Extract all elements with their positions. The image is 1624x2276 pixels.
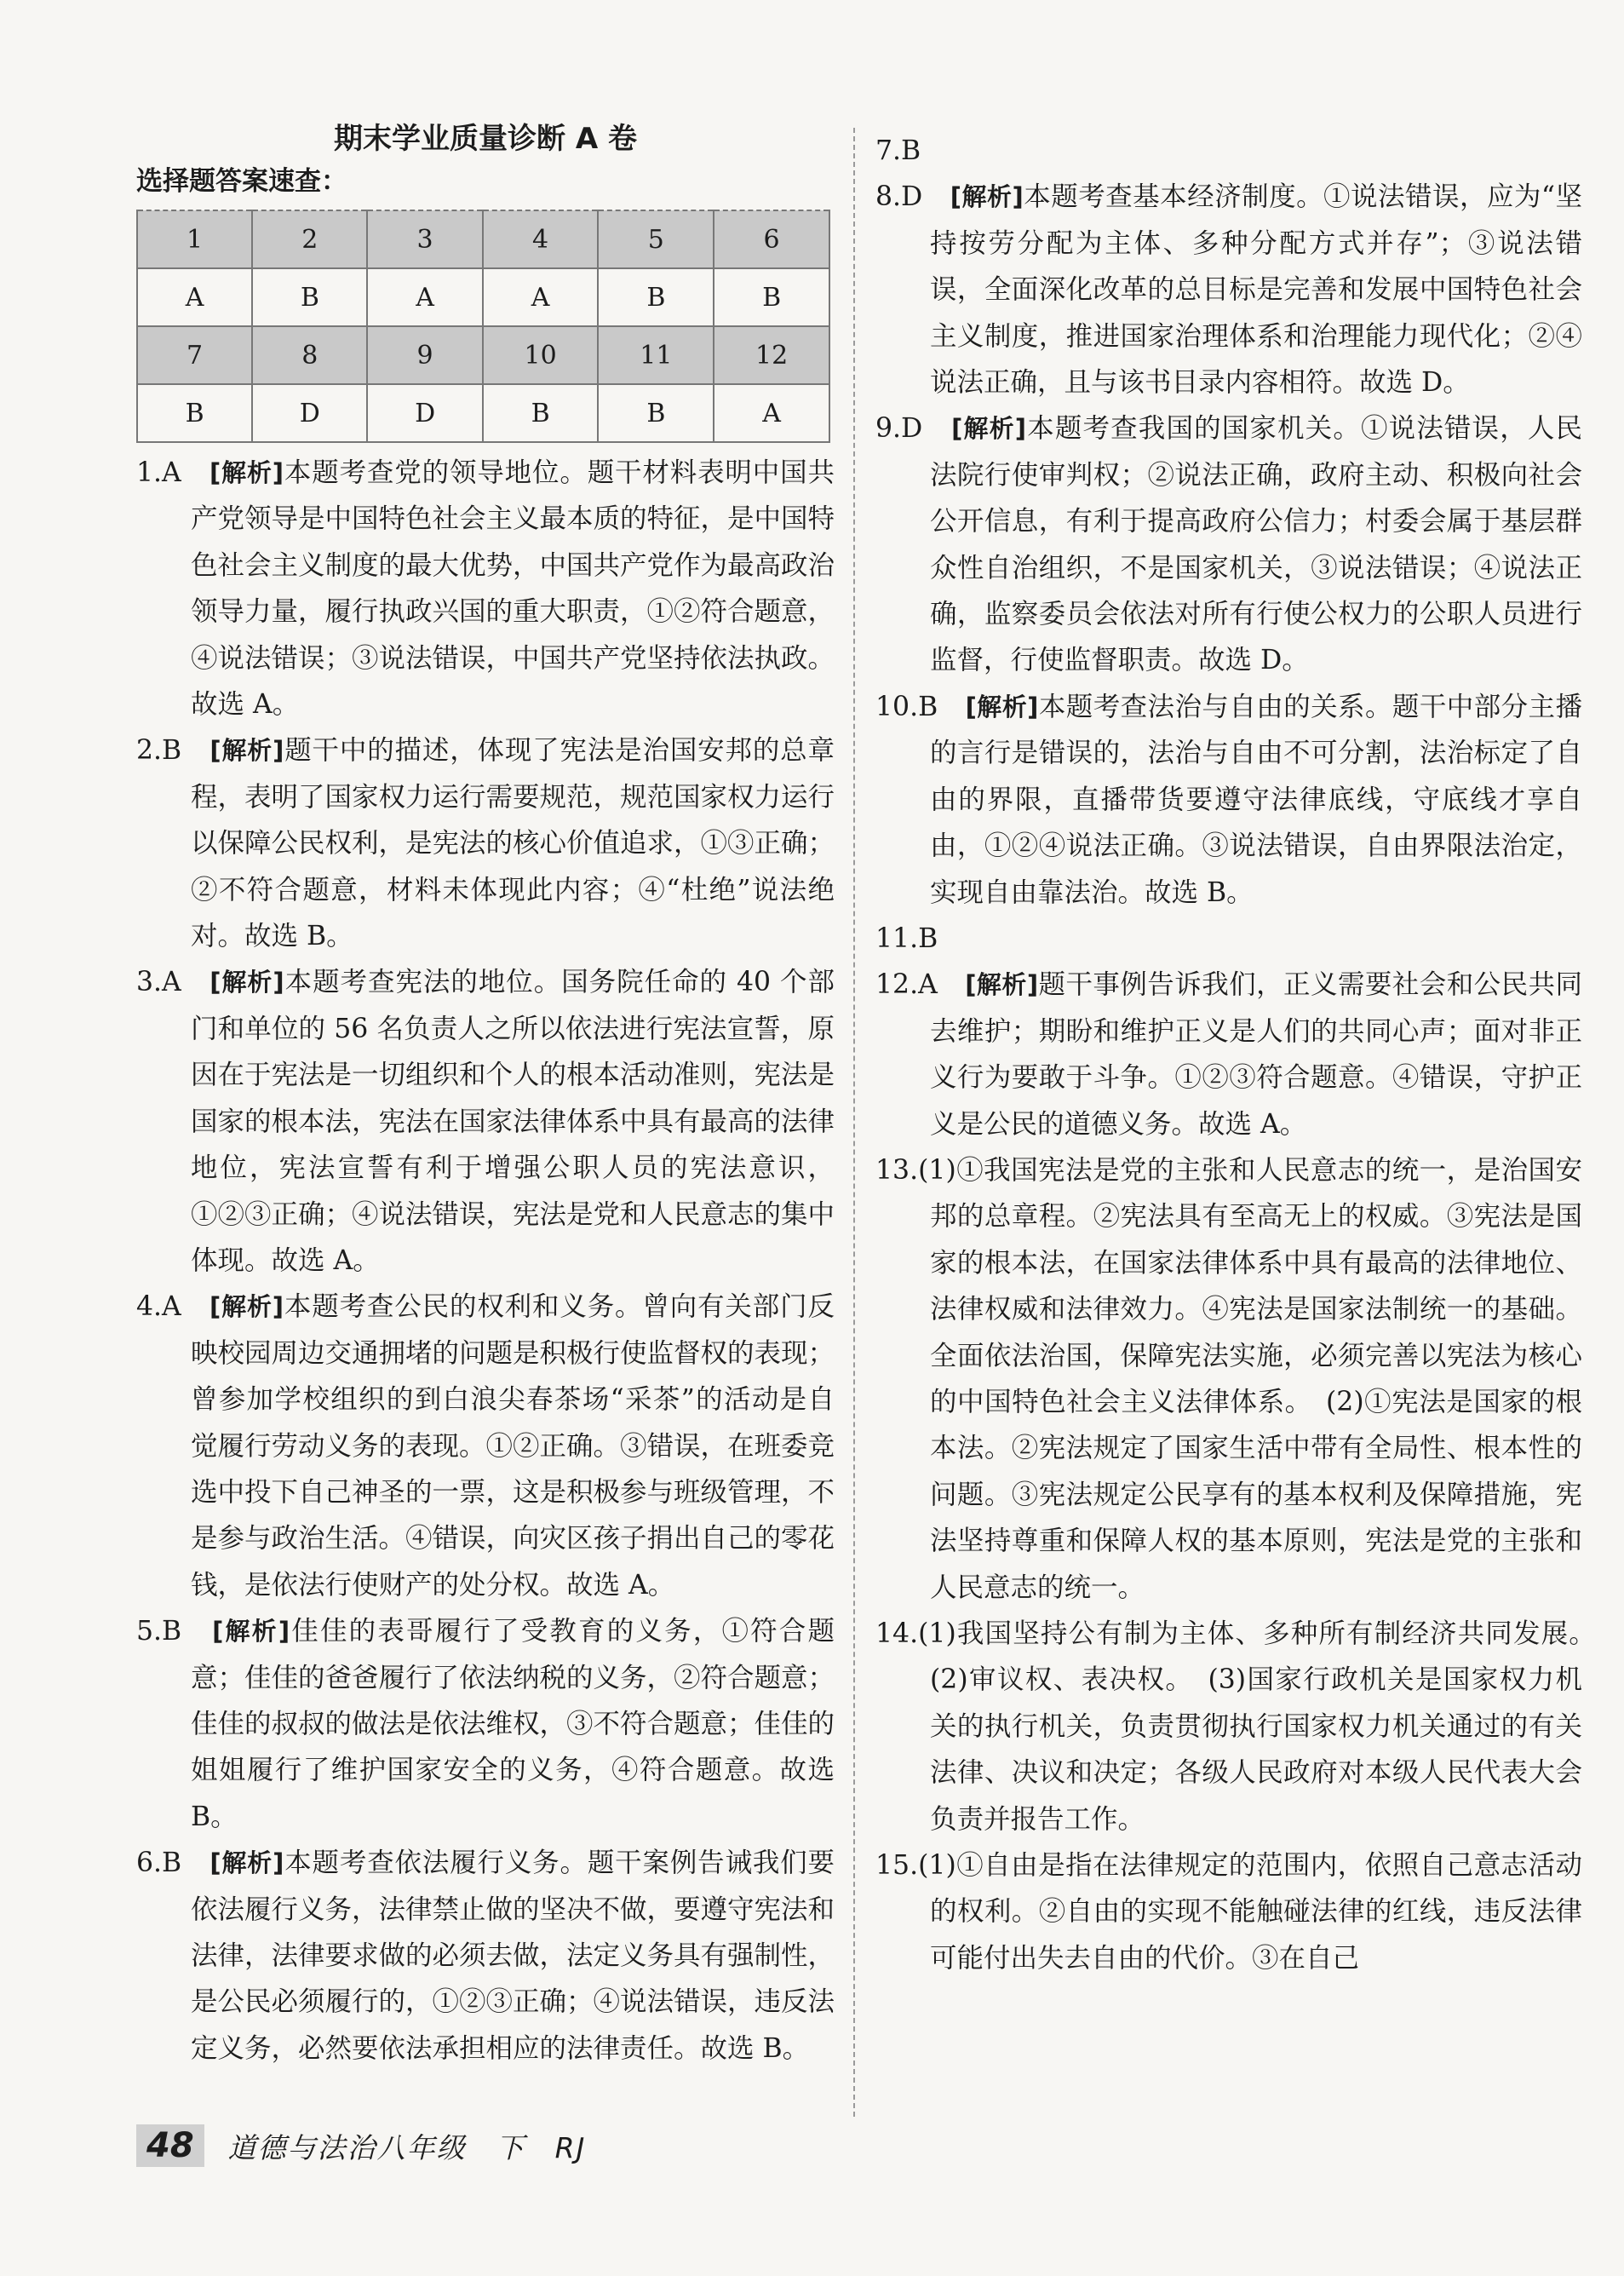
explanation-text: 本题考查法治与自由的关系。题干中部分主播的言行是错误的，法治与自由不可分割，法治标定了自由的界限，直播带货要遵守法律底线，守底线才享自由，①②④说法正确。③说法错误，自由界限法治定，实现自由靠法治。故选 B。 xyxy=(930,691,1582,908)
question-answer-prefix: 2.B xyxy=(136,735,210,767)
question-number-cell: 11 xyxy=(598,326,714,384)
column-divider xyxy=(853,128,855,2117)
right-explanations xyxy=(875,128,1610,1981)
question-number-cell: 8 xyxy=(252,326,367,384)
question-number-cell: 2 xyxy=(252,210,367,268)
left-column xyxy=(136,119,835,2072)
answer-cell: A xyxy=(137,268,252,326)
explanation-item xyxy=(875,405,1582,683)
question-answer-prefix: 7.B xyxy=(875,135,921,166)
explanation-text: (1)①自由是指在法律规定的范围内，依照自己意志活动的权利。②自由的实现不能触碰法律的红线，违反法律可能付出失去自由的代价。③在自己 xyxy=(918,1850,1582,1974)
left-explanations xyxy=(136,450,835,2072)
explanation-text: (1)①我国宪法是党的主张和人民意志的统一，是治国安邦的总章程。②宪法具有至高无上的权威。③宪法是国家的根本法，在国家法律体系中具有最高的法律地位、法律权威和法律效力。④宪法是国家法制统一的基础。全面依法治国，保障宪法实施，必须完善以宪法为核心的中国特色社会主义法律体系。 (2)①宪法是国家的根本法。②宪法规定了国家生活中带有全局性、根本性的问题。③宪法规定公民享有的基本权利及保障措施，宪法坚持尊重和保障人权的基本原则，宪法是党的主张和人民意志的统一。 xyxy=(918,1154,1582,1603)
answer-table-row-answers xyxy=(137,268,829,326)
explanation-item xyxy=(875,1147,1582,1611)
answer-table-row-answers xyxy=(137,384,829,442)
answer-cell: D xyxy=(367,384,482,442)
explanation-text: 本题考查依法履行义务。题干案例告诫我们要依法履行义务，法律禁止做的坚决不做，要遵守宪法和法律，法律要求做的必须去做，法定义务具有强制性，是公民必须履行的，①②③正确；④说法错误，违反法定义务，必然要依法承担相应的法律责任。故选 B。 xyxy=(191,1848,835,2064)
explanation-text: 本题考查宪法的地位。国务院任命的 40 个部门和单位的 56 名负责人之所以依法进行宪法宣誓，原因在于宪法是一切组织和个人的根本活动准则，宪法是国家的根本法，宪法在国家法律体系中具有最高的法律地位，宪法宣誓有利于增强公职人员的宪法意识，①②③正确；④说法错误，宪法是党和人民意志的集中体现。故选 A。 xyxy=(191,967,835,1276)
analysis-tag: [解析] xyxy=(209,1848,284,1878)
question-answer-prefix: 14. xyxy=(875,1618,919,1649)
explanation-item xyxy=(875,128,1582,174)
answer-table xyxy=(136,210,830,443)
question-answer-prefix: 11.B xyxy=(875,922,938,954)
explanation-item xyxy=(875,684,1582,916)
explanation-text: 题干中的描述，体现了宪法是治国安邦的总章程，表明了国家权力运行需要规范，规范国家权力运行以保障公民权利，是宪法的核心价值追求，①③正确；②不符合题意，材料未体现此内容；④“杜绝”说法绝对。故选 B。 xyxy=(191,735,835,952)
explanation-item xyxy=(875,916,1582,962)
answer-cell: B xyxy=(598,268,714,326)
explanation-text: 佳佳的表哥履行了受教育的义务，①符合题意；佳佳的爸爸履行了依法纳税的义务，②符合题意；佳佳的叔叔的做法是依法维权，③不符合题意；佳佳的姐姐履行了维护国家安全的义务，④符合题意。故选 B。 xyxy=(191,1616,835,1832)
answer-cell: B xyxy=(598,384,714,442)
question-answer-prefix: 10.B xyxy=(875,691,966,722)
page-number: 48 xyxy=(136,2124,204,2167)
answer-cell: B xyxy=(137,384,252,442)
question-answer-prefix: 4.A xyxy=(136,1291,209,1323)
explanation-text: (1)我国坚持公有制为主体、多种所有制经济共同发展。 (2)审议权、表决权。 (3)国家行政机关是国家权力机关的执行机关，负责贯彻执行国家权力机关通过的有关法律、决议和决定；各级人民政府对本级人民代表大会负责并报告工作。 xyxy=(918,1618,1610,1835)
answer-cell: A xyxy=(483,268,599,326)
analysis-tag: [解析] xyxy=(965,692,1039,721)
explanation-item xyxy=(136,1284,835,1608)
answer-cell: D xyxy=(252,384,367,442)
explanation-item xyxy=(875,1611,1610,1842)
analysis-tag: [解析] xyxy=(209,736,284,766)
analysis-tag: [解析] xyxy=(951,414,1027,444)
question-answer-prefix: 8.D xyxy=(875,181,950,213)
explanation-item xyxy=(875,962,1582,1147)
question-number-cell: 10 xyxy=(483,326,599,384)
book-title: 道德与法治八年级 下 RJ xyxy=(227,2130,587,2164)
analysis-tag: [解析] xyxy=(209,1292,284,1322)
question-answer-prefix: 9.D xyxy=(875,413,952,445)
answer-cell: A xyxy=(367,268,482,326)
answer-table-row-numbers xyxy=(137,326,829,384)
question-number-cell: 5 xyxy=(598,210,714,268)
answer-cell: B xyxy=(252,268,367,326)
explanation-item xyxy=(136,959,835,1284)
explanation-text: 本题考查我国的国家机关。①说法错误，人民法院行使审判权；②说法正确，政府主动、积极向社会公开信息，有利于提高政府公信力；村委会属于基层群众性自治组织，不是国家机关，③说法错误；④说法正确，监察委员会依法对所有行使公权力的公职人员进行监督，行使监督职责。故选 D。 xyxy=(930,413,1582,676)
exam-title: 期末学业质量诊断 A 卷 xyxy=(334,122,637,156)
page-footer xyxy=(136,2116,586,2175)
question-number-cell: 3 xyxy=(367,210,482,268)
explanation-text: 本题考查党的领导地位。题干材料表明中国共产党领导是中国特色社会主义最本质的特征，是中国特色社会主义制度的最大优势，中国共产党作为最高政治领导力量，履行执政兴国的重大职责，①②符合题意，④说法错误；③说法错误，中国共产党坚持依法执政。故选 A。 xyxy=(191,457,835,721)
explanation-item xyxy=(136,450,835,727)
analysis-tag: [解析] xyxy=(212,1617,290,1647)
question-number-cell: 4 xyxy=(483,210,599,268)
question-answer-prefix: 1.A xyxy=(136,457,209,488)
explanation-text: 本题考查基本经济制度。①说法错误，应为“坚持按劳分配为主体、多种分配方式并存”；③说法错误，全面深化改革的总目标是完善和发展中国特色社会主义制度，推进国家治理体系和治理能力现代化；②④说法正确，且与该书目录内容相符。故选 D。 xyxy=(930,181,1583,399)
question-answer-prefix: 12.A xyxy=(875,969,966,1001)
explanation-item xyxy=(136,727,835,959)
answer-quick-check-label: 选择题答案速查： xyxy=(136,166,347,197)
question-answer-prefix: 5.B xyxy=(136,1616,213,1647)
question-answer-prefix: 15. xyxy=(875,1850,919,1882)
answer-cell: B xyxy=(483,384,599,442)
question-answer-prefix: 3.A xyxy=(136,967,210,998)
explanation-item xyxy=(136,1608,835,1840)
answer-table-row-numbers xyxy=(137,210,829,268)
explanation-text: 本题考查公民的权利和义务。曾向有关部门反映校园周边交通拥堵的问题是积极行使监督权的表现；曾参加学校组织的到白浪尖春茶场“采茶”的活动是自觉履行劳动义务的表现。①②正确。③错误，在班委竞选中投下自己神圣的一票，这是积极参与班级管理，不是参与政治生活。④错误，向灾区孩子捐出自己的零花钱，是依法行使财产的处分权。故选 A。 xyxy=(191,1291,835,1601)
analysis-tag: [解析] xyxy=(209,968,284,997)
explanation-item xyxy=(136,1840,835,2072)
question-answer-prefix: 6.B xyxy=(136,1848,210,1879)
explanation-text: 题干事例告诉我们，正义需要社会和公民共同去维护；期盼和维护正义是人们的共同心声；面对非正义行为要敢于斗争。①②③符合题意。④错误，守护正义是公民的道德义务。故选 A。 xyxy=(930,969,1582,1140)
question-number-cell: 6 xyxy=(714,210,829,268)
question-number-cell: 1 xyxy=(137,210,252,268)
question-number-cell: 9 xyxy=(367,326,482,384)
answer-cell: B xyxy=(714,268,829,326)
analysis-tag: [解析] xyxy=(965,970,1039,1000)
explanation-item xyxy=(875,174,1582,405)
analysis-tag: [解析] xyxy=(950,182,1024,212)
right-column xyxy=(875,128,1610,1981)
question-number-cell: 12 xyxy=(714,326,829,384)
question-number-cell: 7 xyxy=(137,326,252,384)
analysis-tag: [解析] xyxy=(209,458,284,487)
explanation-item xyxy=(875,1842,1582,1981)
answer-cell: A xyxy=(714,384,829,442)
question-answer-prefix: 13. xyxy=(875,1154,919,1186)
